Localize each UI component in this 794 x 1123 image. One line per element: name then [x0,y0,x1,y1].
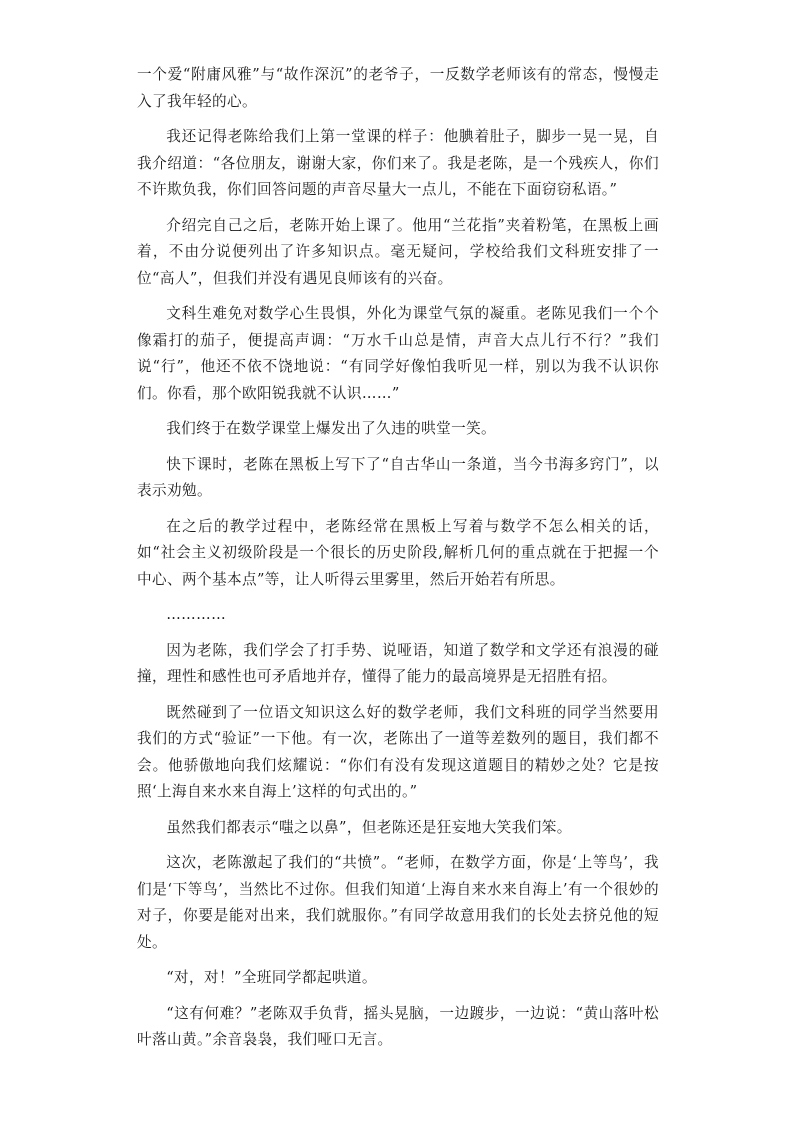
paragraph: “这有何难？”老陈双手负背，摇头晃脑，一边踱步，一边说：“黄山落叶松叶落山黄。”余音袅袅，我们哑口无言。 [137,1004,659,1049]
paragraph: 我还记得老陈给我们上第一堂课的样子：他腆着肚子，脚步一晃一晃，自我介绍道：“各位朋友，谢谢大家，你们来了。我是老陈，是一个残疾人，你们不许欺负我，你们回答问题的声音尽量大一点儿，不能在下面窃窃私语。” [137,127,659,199]
paragraph: 快下课时，老陈在黑板上写下了“自古华山一条道，当今书海多窍门”，以表示劝勉。 [137,455,659,500]
paragraph: 虽然我们都表示“嗤之以鼻”，但老陈还是狂妄地大笑我们笨。 [166,818,572,836]
ellipsis-separator: ………… [166,606,227,624]
paragraph: 我们终于在数学课堂上爆发出了久违的哄堂一笑。 [166,420,497,438]
paragraph: 介绍完自己之后，老陈开始上课了。他用“兰花指”夹着粉笔，在黑板上画着，不由分说便列出了许多知识点。毫无疑问，学校给我们文科班安排了一位“高人”，但我们并没有遇见良师该有的兴奋。 [137,216,659,287]
paragraph: 一个爱“附庸风雅”与“故作深沉”的老爷子，一反数学老师该有的常态，慢慢走入了我年轻的心。 [137,66,659,110]
paragraph: 既然碰到了一位语文知识这么好的数学老师，我们文科班的同学当然要用我们的方式“验证”一下他。有一次，老陈出了一道等差数列的题目，我们都不会。他骄傲地向我们炫耀说：“你们有没有发现这道题目的精妙之处？它是按照‘上海自来水来自海上’这样的句式出的。” [137,703,659,801]
paragraph: 这次，老陈激起了我们的“共愤”。“老师，在数学方面，你是‘上等鸟’，我们是‘下等鸟’，当然比不过你。但我们知道‘上海自来水来自海上’有一个很妙的对子，你要是能对出来，我们就服你。”有同学故意用我们的长处去挤兑他的短处。 [137,854,659,951]
paragraph: “对，对！”全班同学都起哄道。 [166,969,377,987]
article-body [137,62,659,1063]
paragraph: 因为老陈，我们学会了打手势、说哑语，知道了数学和文学还有浪漫的碰撞，理性和感性也可矛盾地并存，懂得了能力的最高境界是无招胜有招。 [137,641,659,686]
paragraph: 在之后的教学过程中，老陈经常在黑板上写着与数学不怎么相关的话，如“社会主义初级阶段是一个很长的历史阶段,解析几何的重点就在于把握一个中心、两个基本点”等，让人听得云里雾里，然后开始若有所思。 [137,517,659,588]
paragraph: 文科生难免对数学心生畏惧，外化为课堂气氛的凝重。老陈见我们一个个像霜打的茄子，便提高声调：“万水千山总是情，声音大点儿行不行？”我们说“行”，他还不依不饶地说：“有同学好像怕我听见一样，别以为我不认识你们。你看，那个欧阳锐我就不认识……” [137,305,659,402]
